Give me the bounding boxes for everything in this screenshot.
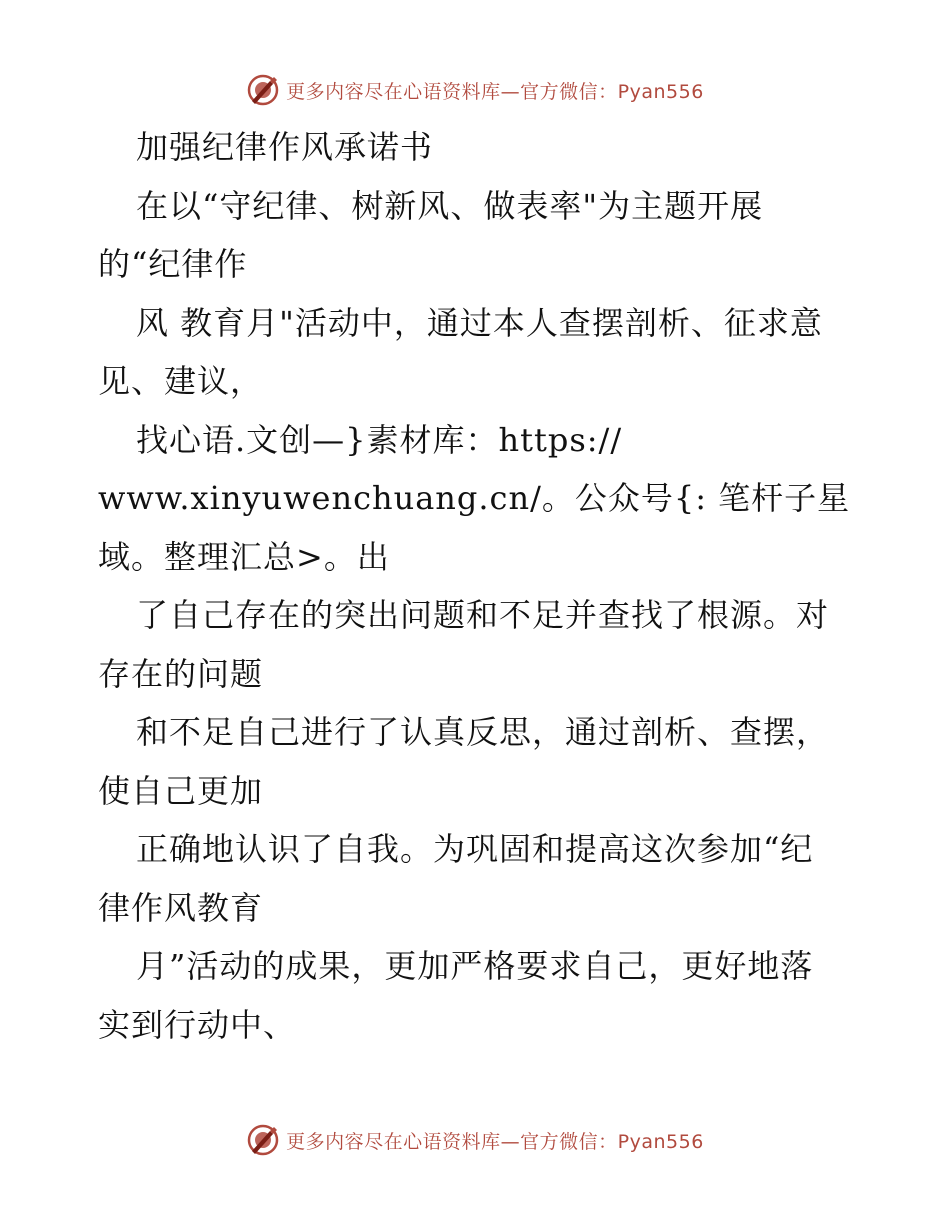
header-watermark-banner [0, 70, 950, 110]
document-line: 存在的问题 [98, 654, 264, 693]
pen-seal-icon [246, 73, 280, 107]
document-line: 域。整理汇总>。出 [98, 537, 390, 576]
document-line: www.xinyuwenchuang.cn/。公众号{: 笔杆子星 [98, 479, 851, 517]
document-line: 找心语.文创—}素材库：https:// [136, 420, 623, 459]
pen-seal-icon [246, 1123, 280, 1157]
document-line: 正确地认识了自我。为巩固和提高这次参加“纪 [136, 830, 814, 868]
document-line: 在以“守纪律、树新风、做表率"为主题开展 [136, 186, 764, 225]
watermark-text: 更多内容尽在心语资料库—官方微信：Pyan556 [286, 80, 704, 103]
document-line: 了自己存在的突出问题和不足并查找了根源。对 [136, 596, 830, 634]
document-body [98, 118, 858, 1054]
footer-watermark-banner [0, 1120, 950, 1160]
document-line: 加强纪律作风承诺书 [136, 128, 434, 166]
document-line: 见、建议， [98, 362, 264, 400]
document-line: 的“纪律作 [98, 245, 248, 283]
document-line: 和不足自己进行了认真反思，通过剖析、查摆， [136, 713, 830, 751]
watermark-text: 更多内容尽在心语资料库—官方微信：Pyan556 [286, 1130, 704, 1153]
document-line: 月”活动的成果，更加严格要求自己，更好地落 [136, 947, 814, 985]
document-line: 实到行动中、 [98, 1005, 297, 1044]
document-line: 律作风教育 [98, 888, 264, 927]
document-line: 风 教育月"活动中，通过本人查摆剖析、征求意 [136, 303, 823, 342]
document-line: 使自己更加 [98, 771, 264, 810]
